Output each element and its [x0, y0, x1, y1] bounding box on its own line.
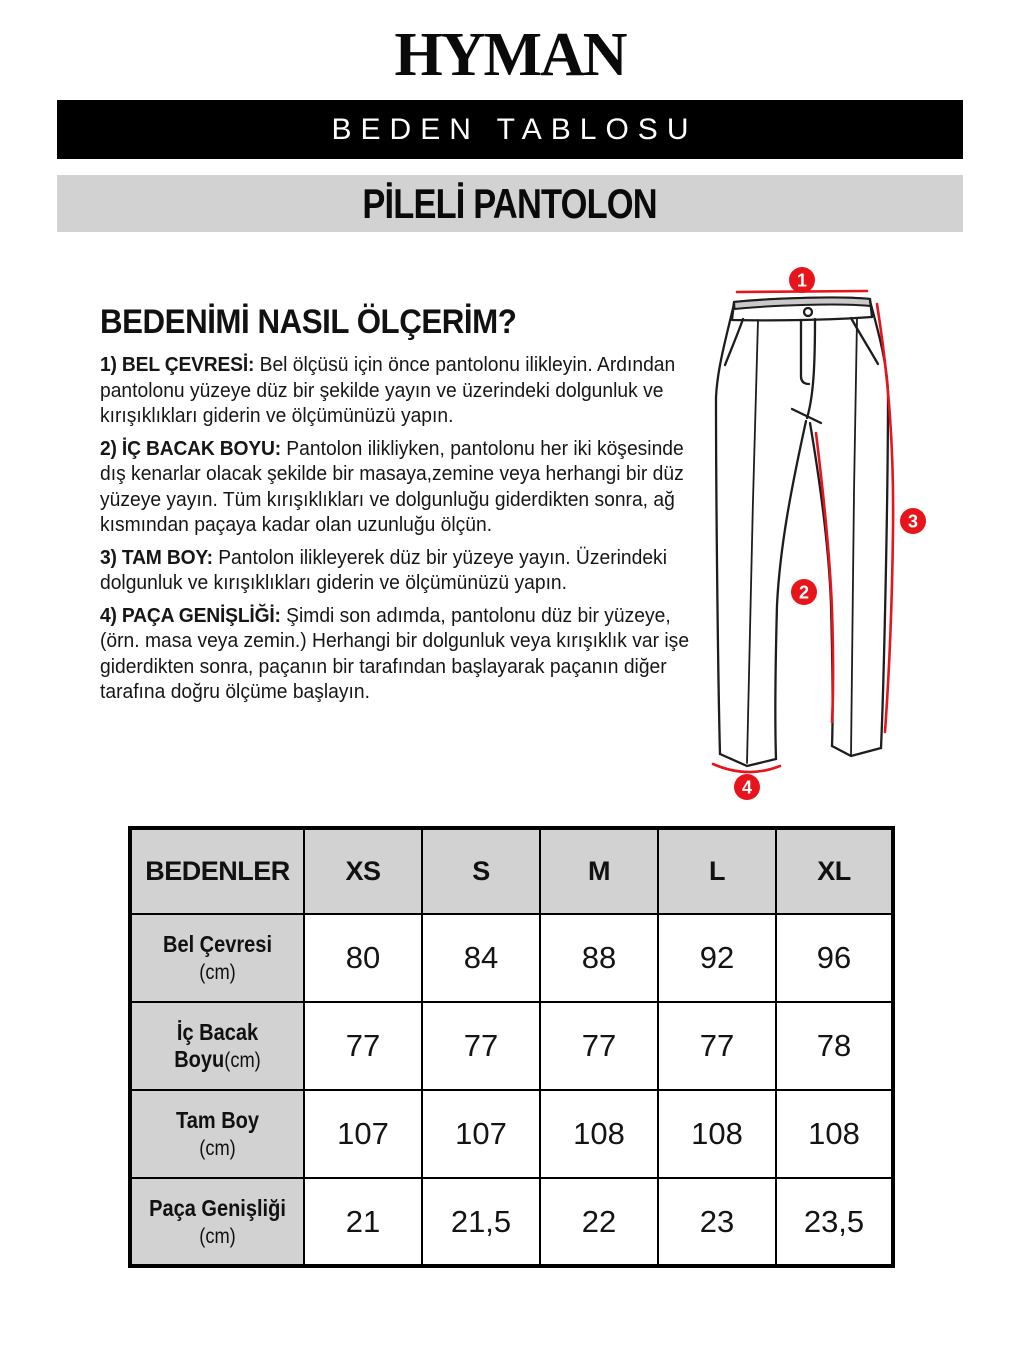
column-header-l: L	[658, 828, 776, 914]
column-header-s: S	[422, 828, 540, 914]
product-title: PİLELİ PANTOLON	[362, 179, 658, 227]
howto-heading: BEDENİMİ NASIL ÖLÇERİM?	[100, 303, 517, 341]
value-cell: 78	[776, 1002, 893, 1090]
table-row-full-length	[130, 1090, 893, 1178]
value-cell: 23	[658, 1178, 776, 1266]
measure-instructions	[100, 352, 702, 712]
marker-4-badge	[734, 774, 760, 800]
value-cell: 77	[540, 1002, 658, 1090]
value-cell: 77	[304, 1002, 422, 1090]
column-header-sizes: BEDENLER	[130, 828, 304, 914]
instruction-step-2	[100, 436, 702, 538]
value-cell: 77	[422, 1002, 540, 1090]
right-crease	[851, 319, 857, 756]
step-label: 2) İÇ BACAK BOYU:	[100, 436, 281, 460]
table-row-hem-width	[130, 1178, 893, 1266]
value-cell: 107	[422, 1090, 540, 1178]
step-text: Pantolon ilikleyerek düz bir yüzeye yayın. Üzerindeki dolgunluk ve kırışıklıkları giderin ve ölçümünüzü yapın.	[100, 545, 667, 594]
center-seam	[807, 319, 815, 418]
left-crease	[747, 320, 758, 763]
table-row-inseam	[130, 1002, 893, 1090]
value-cell: 80	[304, 914, 422, 1002]
right-pocket	[851, 318, 878, 364]
table-row-waist	[130, 914, 893, 1002]
value-cell: 108	[776, 1090, 893, 1178]
column-header-xl: XL	[776, 828, 893, 914]
step-label: 3) TAM BOY:	[100, 545, 213, 569]
marker-1-number: 1	[796, 270, 808, 291]
step-text: Bel ölçüsü için önce pantolonu ilikleyin. Ardından pantolonu yüzeye düz bir şekilde yayın ve üzerindeki dolgunluk ve kırışıklıkları giderin ve ölçümünüzü yapın.	[100, 353, 676, 427]
row-header: Paça Genişliği (cm)	[130, 1178, 304, 1266]
product-bar	[57, 175, 963, 232]
pants-diagram	[680, 260, 1020, 818]
value-cell: 77	[658, 1002, 776, 1090]
column-header-xs: XS	[304, 828, 422, 914]
value-cell: 108	[658, 1090, 776, 1178]
marker-2-number: 2	[798, 582, 810, 603]
row-header: Tam Boy (cm)	[130, 1090, 304, 1178]
marker-3-badge	[900, 508, 926, 534]
marker-badges	[734, 267, 926, 800]
marker-1-badge	[789, 267, 815, 293]
marker-2-badge	[791, 579, 817, 605]
value-cell: 22	[540, 1178, 658, 1266]
value-cell: 96	[776, 914, 893, 1002]
row-header: İç Bacak Boyu(cm)	[130, 1002, 304, 1090]
value-cell: 21,5	[422, 1178, 540, 1266]
instruction-step-3	[100, 545, 702, 596]
fly-seam	[801, 320, 809, 384]
instruction-step-1	[100, 352, 702, 429]
step-text: Şimdi son adımda, pantolonu düz bir yüzeye, (örn. masa veya zemin.) Herhangi bir dolgunluk veya kırışıklık var işe giderdikten sonra, paçanın bir tarafından başlayarak paçanın diğer tarafına doğru ölçüme başlayın.	[100, 603, 690, 703]
marker-3-number: 3	[907, 511, 919, 532]
value-cell: 92	[658, 914, 776, 1002]
step-label: 1) BEL ÇEVRESİ:	[100, 353, 255, 376]
value-cell: 21	[304, 1178, 422, 1266]
value-cell: 23,5	[776, 1178, 893, 1266]
left-outer-seam	[716, 304, 734, 754]
value-cell: 88	[540, 914, 658, 1002]
step-label: 4) PAÇA GENİŞLİĞİ:	[100, 603, 281, 627]
value-cell: 108	[540, 1090, 658, 1178]
marker-4-number: 4	[741, 777, 753, 798]
button-icon	[804, 308, 812, 316]
measure-line-full-length	[877, 304, 893, 732]
step-text: Pantolon ilikliyken, pantolonu her iki köşesinde dış kenarlar olacak şekilde bir masaya,zemine veya herhangi bir düz yüzeye yayın. Tüm kırışıklıkları ve dolgunluğu giderdikten sonra, ağ kısmından paçaya kadar olan uzunluğu ölçün.	[100, 436, 684, 536]
table-header-row	[130, 828, 893, 914]
size-table	[128, 826, 895, 1268]
instruction-step-4	[100, 603, 702, 705]
brand-logo: HYMAN	[394, 21, 626, 89]
value-cell: 84	[422, 914, 540, 1002]
right-hem	[832, 746, 881, 756]
value-cell: 107	[304, 1090, 422, 1178]
column-header-m: M	[540, 828, 658, 914]
size-chart-banner	[57, 100, 963, 159]
banner-title: BEDEN TABLOSU	[331, 112, 698, 146]
row-header: Bel Çevresi (cm)	[130, 914, 304, 1002]
